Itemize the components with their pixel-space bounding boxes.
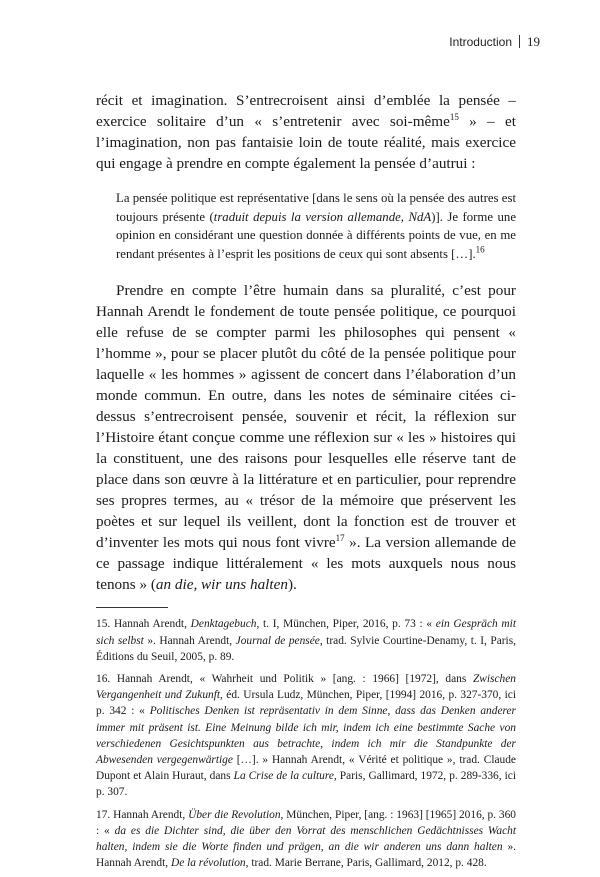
footnote-ref-17: 17 — [335, 533, 345, 544]
fn17-d: da es die Dichter sind, die über den Vorrat des menschlichen Gedächtnisses Wacht halten, indem sie die Worte finden und prägen, an die wir anderen uns dann halten — [96, 824, 516, 854]
footnote-17 — [96, 807, 516, 872]
fn16-c: , éd. Ursula Ludz, München, Piper, [1994] 2016, p. 327-370, ici p. 342 : « — [96, 689, 516, 718]
fn16-a: 16. Hannah Arendt, « Wahrheit und Politik » [ang. : 1966] [1972], dans — [96, 672, 473, 685]
footnote-16 — [96, 671, 516, 801]
fn16-d: Politisches Denken ist repräsentativ in dem Sinne, dass das Denken anderer immer mit präsent ist. Eine Meinung bilde ich mir, indem ich eine bestimmte Sache von verschiedenen Gesichtspunkten aus betrachte, indem ich mir die Standpunkte der Abwesenden vergegenwärtige — [96, 705, 516, 766]
fn17-a: 17. Hannah Arendt, — [96, 808, 189, 821]
fn15-c: , t. I, München, Piper, 2016, p. 73 : « — [256, 618, 436, 631]
paragraph-1-text: récit et imagination. S’entrecroisent ainsi d’emblée la pensée – exercice solitaire d’un « s’entretenir avec soi-même — [96, 92, 516, 130]
quote-translator-note: traduit depuis la version allemande, NdA — [213, 209, 432, 224]
fn17-f: De la révolution — [170, 857, 246, 870]
fn15-g: , trad. Sylvie Courtine-Denamy, t. I, Paris, Éditions du Seuil, 2005, p. 89. — [96, 634, 516, 663]
header-separator — [519, 35, 520, 48]
paragraph-2 — [96, 280, 516, 595]
paragraph-1-text-cont: » – et l’imagination, non pas fantaisie loin de toute réalité, mais exercice qui engage à prendre en compte également la pensée d’autrui : — [96, 113, 516, 172]
fn16-b: Zwischen Vergangenheit und Zukunft — [96, 672, 516, 702]
paragraph-2-text-cont: ». La version allemande de ce passage indique littéralement « les mots auxquels nous nous tenons » ( — [96, 534, 517, 594]
fn16-f: La Crise de la culture — [233, 770, 334, 783]
fn15-f: Journal de pensée — [235, 634, 320, 647]
paragraph-2-end: ). — [287, 576, 297, 594]
footnote-divider — [96, 607, 168, 608]
fn17-e: ». Hannah Arendt, — [96, 841, 516, 870]
footnote-15 — [96, 616, 516, 665]
fn17-g: , trad. Marie Berrane, Paris, Gallimard, 2012, p. 428. — [245, 857, 487, 870]
paragraph-2-german: an die, wir uns halten — [155, 576, 288, 594]
fn15-d: ein Gespräch mit sich selbst — [96, 618, 516, 647]
fn15-e: ». Hannah Arendt, — [143, 634, 236, 647]
footnote-ref-16: 16 — [475, 244, 485, 255]
quote-text: La pensée politique est représentative [dans le sens où la pensée des autres est toujours présente ( — [116, 191, 516, 224]
fn16-g: , Paris, Gallimard, 1972, p. 289-336, ici p. 307. — [96, 770, 517, 799]
page-number: 19 — [527, 34, 540, 49]
paragraph-2-text: Prendre en compte l’être humain dans sa pluralité, c’est pour Hannah Arendt le fondement de toute pensée politique, ce pourquoi elle refuse de se compter parmi les philosophes qui pensent « l’homme », pour se placer plutôt du côté de la pensée politique pour laquelle « les hommes » agissent de concert dans l’élaboration d’un monde commun. En outre, dans les notes de séminaire citées ci-dessus s’entrecroisent pensée, souvenir et récit, la réflexion sur l’Histoire étant conçue comme une réflexion sur « les » histoires qui la constituent, une des raisons pour lesquelles elle réserve tant de place dans son œuvre à la littérature et en particulier, pour reprendre ses propres termes, au « trésor de la mémoire que préservent les poètes et sur lequel ils veillent, dont la fonction est de trouver et d’inventer les mots qui nous font vivre — [96, 282, 516, 552]
paragraph-1 — [96, 90, 516, 174]
fn16-e: […]. » Hannah Arendt, « Vérité et politique », trad. Claude Dupont et Alain Huraut, dans — [96, 754, 516, 783]
fn17-b: Über die Revolution — [188, 808, 281, 821]
footnote-ref-15: 15 — [449, 111, 459, 122]
fn15-b: Denktagebuch — [190, 618, 257, 631]
page-body — [96, 90, 516, 877]
quote-text-cont: )]. Je forme une opinion en considérant une question donnée à différents points de vue, en me rendant présentes à l’esprit les positions de ceux qui sont absents […]. — [116, 209, 516, 261]
section-title: Introduction — [449, 35, 512, 49]
running-header — [98, 34, 540, 50]
block-quote — [116, 189, 516, 263]
fn15-a: 15. Hannah Arendt, — [96, 618, 191, 631]
fn17-c: , München, Piper, [ang. : 1963] [1965] 2016, p. 360 : « — [96, 808, 516, 837]
